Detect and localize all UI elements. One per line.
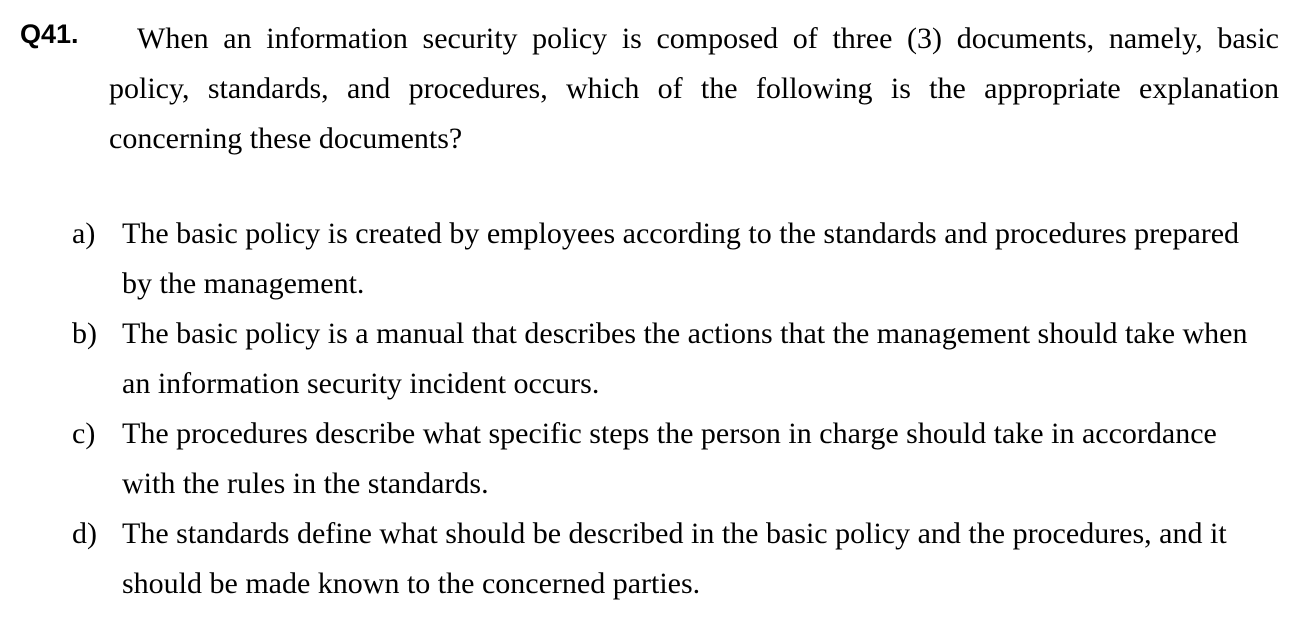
option-a (72, 209, 1272, 309)
option-letter: d) (72, 517, 97, 550)
option-letter: a) (72, 217, 96, 250)
option-b (72, 309, 1272, 409)
answer-options (72, 209, 1272, 609)
option-d (72, 509, 1272, 609)
question-text: When an information security policy is composed of three (3) documents, namely, basic policy, standards, and procedures, which of the following is the appropriate explanation concerning these documents? (109, 22, 1279, 155)
question-number: Q41. (20, 19, 79, 49)
option-text: The basic policy is a manual that describes the actions that the management should take when an information security incident occurs. (122, 317, 1248, 400)
option-letter: c) (72, 417, 96, 450)
option-text: The basic policy is created by employees according to the standards and procedures prepared by the management. (122, 217, 1240, 300)
option-text: The procedures describe what specific steps the person in charge should take in accordance with the rules in the standards. (122, 417, 1217, 500)
option-c (72, 409, 1272, 509)
option-letter: b) (72, 317, 97, 350)
option-text: The standards define what should be described in the basic policy and the procedures, and it should be made known to the concerned parties. (122, 517, 1227, 600)
